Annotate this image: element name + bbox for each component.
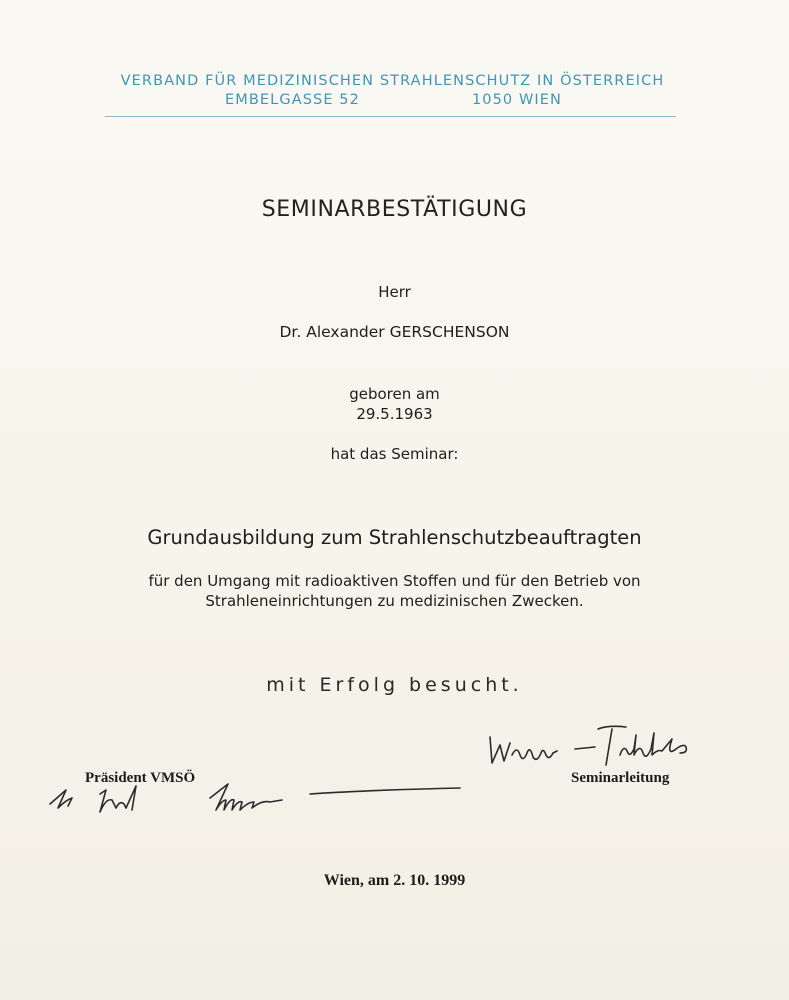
born-date: 29.5.1963 xyxy=(356,405,433,423)
place-date: Wien, am 2. 10. 1999 xyxy=(323,872,466,889)
born-label: geboren am xyxy=(349,385,440,403)
seminar-intro: hat das Seminar: xyxy=(330,445,459,463)
course-description xyxy=(0,571,789,611)
letterhead-street: EMBELGASSE 52 xyxy=(225,92,360,108)
letterhead-org-name: VERBAND FÜR MEDIZINISCHEN STRAHLENSCHUTZ IN ÖSTERREICH xyxy=(120,73,665,89)
course-description-line2: Strahleneinrichtungen zu medizinischen Zwecken. xyxy=(205,592,584,610)
letterhead-address xyxy=(105,91,680,110)
letterhead xyxy=(105,72,680,110)
course-description-line1: für den Umgang mit radioaktiven Stoffen und für den Betrieb von xyxy=(148,572,641,590)
document-title: SEMINARBESTÄTIGUNG xyxy=(261,197,528,222)
success-statement: mit Erfolg besucht. xyxy=(266,674,523,696)
leadership-label: Seminarleitung xyxy=(571,770,670,786)
leadership-signature xyxy=(480,715,750,775)
president-label: Präsident VMSÖ xyxy=(85,770,196,786)
salutation: Herr xyxy=(378,283,411,301)
letterhead-city: 1050 WIEN xyxy=(471,92,562,108)
letterhead-divider xyxy=(105,116,676,117)
course-title: Grundausbildung zum Strahlenschutzbeauftragten xyxy=(147,526,642,549)
recipient-name: Dr. Alexander GERSCHENSON xyxy=(279,323,510,341)
